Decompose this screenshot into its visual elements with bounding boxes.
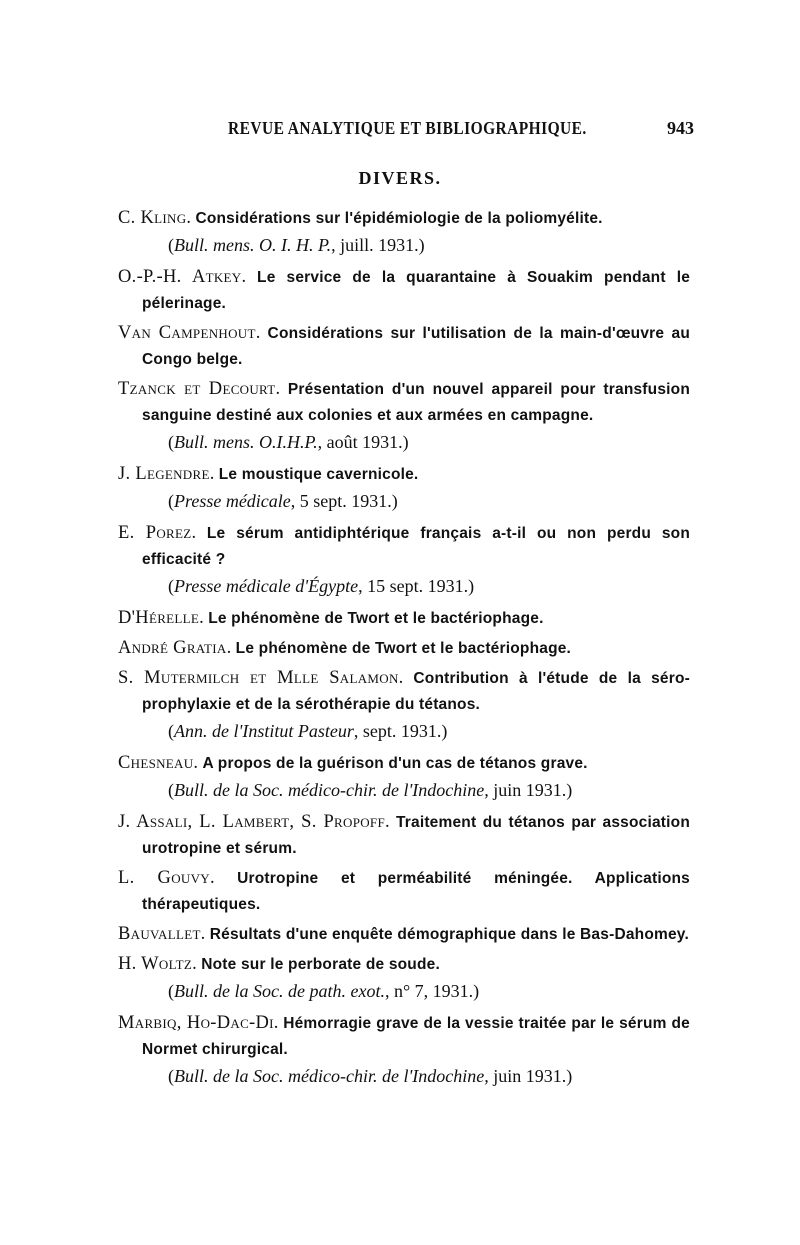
entry-author: S. Mutermilch et Mlle Salamon. [118,668,404,688]
entry-author: Van Campenhout. [118,323,261,343]
entry-title: Note sur le perborate de soude. [201,956,440,973]
entry-source: (Bull. de la Soc. médico-chir. de l'Indochine, juin 1931.) [168,780,573,800]
entry-author: Bauvallet. [118,924,206,944]
bibliography-entry [118,750,690,804]
running-header [118,118,694,142]
source-date: , juill. 1931.) [331,235,425,255]
entry-author: O.-P.-H. Atkey. [118,267,247,287]
bibliography-entry [118,865,690,917]
entry-author: Marbiq, Ho-Dac-Di. [118,1013,279,1033]
entry-author: J. Legendre. [118,464,215,484]
running-title: REVUE ANALYTIQUE ET BIBLIOGRAPHIQUE. [228,118,587,138]
bibliography-entry [118,635,690,661]
source-publication: Bull. de la Soc. médico-chir. de l'Indochine, [174,1066,489,1086]
entry-title: Le moustique cavernicole. [218,466,419,483]
source-publication: Bull. de la Soc. de path. exot. [174,981,385,1001]
bibliography-entry [118,1010,690,1090]
entry-source: (Ann. de l'Institut Pasteur, sept. 1931.) [168,721,448,741]
bibliography-entry [118,264,690,316]
source-date: , sept. 1931.) [353,721,448,741]
entry-title: Le service de la quarantaine à Souakim pendant le pélerinage. [142,269,691,312]
bibliography-entry [118,605,690,631]
entry-source: (Presse médicale, 5 sept. 1931.) [168,491,398,511]
bibliography-entry [118,205,690,259]
bibliography-entry [118,665,690,745]
source-date: , n° 7, 1931.) [384,981,480,1001]
entry-author: D'Hérelle. [118,608,205,628]
entry-title: Le phénomène de Twort et le bactériophage. [235,640,572,657]
bibliography-entry [118,520,690,600]
bibliography-entry [118,951,690,1005]
source-publication: Bull. de la Soc. médico-chir. de l'Indochine, [174,780,489,800]
entry-source: (Bull. de la Soc. de path. exot., n° 7, 1931.) [168,981,480,1001]
source-date: juin 1931.) [488,780,573,800]
source-publication: Presse médicale [174,491,291,511]
bibliography-entry [118,809,690,861]
entry-title: Considérations sur l'épidémiologie de la poliomyélite. [195,210,603,227]
source-publication: Bull. mens. O.I.H.P. [174,432,318,452]
bibliography-entry [118,461,690,515]
page-number: 943 [667,118,694,138]
entry-title: Urotropine et perméabilité méningée. Applications thérapeutiques. [142,870,690,913]
entry-author: Chesneau. [118,753,199,773]
source-date: , 5 sept. 1931.) [290,491,398,511]
source-date: , août 1931.) [317,432,409,452]
entry-source: (Bull. mens. O. I. H. P., juill. 1931.) [168,235,425,255]
source-publication: Bull. mens. O. I. H. P. [174,235,332,255]
entry-title: Contribution à l'étude de la séro-prophylaxie et de la sérothérapie du tétanos. [142,670,690,713]
entry-source: (Presse médicale d'Égypte, 15 sept. 1931.) [168,576,475,596]
bibliography-list [118,205,690,1091]
entry-title: Le phénomène de Twort et le bactériophage. [208,610,544,627]
entry-title: Le sérum antidiphtérique français a-t-il ou non perdu son efficacité ? [142,525,691,568]
entry-title: Hémorragie grave de la vessie traitée par le sérum de Normet chirurgical. [142,1015,690,1058]
entry-title: Présentation d'un nouvel appareil pour transfusion sanguine destiné aux colonies et aux armées en campagne. [142,381,691,424]
section-title: DIVERS. [358,168,442,188]
entry-author: H. Woltz. [118,954,198,974]
entry-title: Résultats d'une enquête démographique dans le Bas-Dahomey. [209,926,689,943]
entry-source: (Bull. mens. O.I.H.P., août 1931.) [168,432,409,452]
source-publication: Ann. de l'Institut Pasteur [174,721,354,741]
bibliography-entry [118,376,690,456]
entry-author: André Gratia. [118,638,232,658]
entry-author: Tzanck et Decourt. [118,379,281,399]
entry-author: J. Assali, L. Lambert, S. Propoff. [118,812,390,832]
source-publication: Presse médicale d'Égypte [174,576,359,596]
entry-title: A propos de la guérison d'un cas de tétanos grave. [202,755,588,772]
bibliography-entry [118,921,690,947]
source-date: juin 1931.) [488,1066,573,1086]
entry-author: C. Kling. [118,208,192,228]
source-date: , 15 sept. 1931.) [358,576,475,596]
entry-source: (Bull. de la Soc. médico-chir. de l'Indochine, juin 1931.) [168,1066,573,1086]
bibliography-entry [118,320,690,372]
entry-author: L. Gouvy. [118,868,215,888]
entry-title: Traitement du tétanos par association urotropine et sérum. [142,814,691,857]
entry-title: Considérations sur l'utilisation de la main-d'œuvre au Congo belge. [142,325,691,368]
entry-author: E. Porez. [118,523,197,543]
